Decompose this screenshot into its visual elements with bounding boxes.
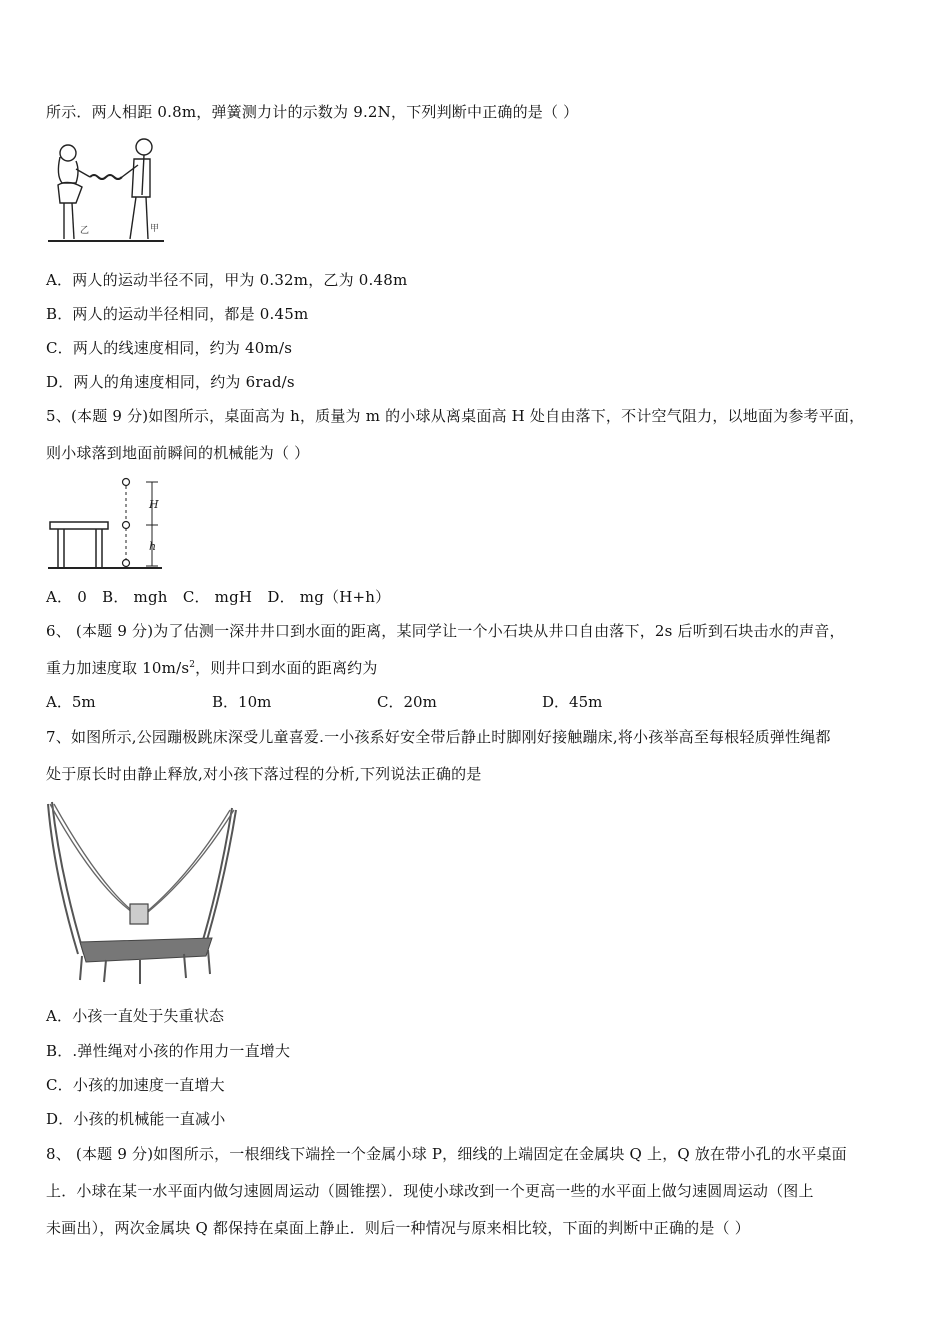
q6-option-d: D．45m (542, 693, 603, 711)
q6-stem-text-tail: ，则井口到水面的距离约为 (195, 659, 378, 677)
q6-option-a: A．5m (46, 693, 96, 711)
q7-option-c: C．小孩的加速度一直增大 (46, 1076, 225, 1094)
q4-option-a: A．两人的运动半径不同，甲为 0.32m，乙为 0.48m (46, 271, 408, 289)
ball-top (123, 479, 130, 486)
q4-option-c: C．两人的线速度相同，约为 40m/s (46, 339, 293, 357)
frame-poles (48, 802, 236, 954)
q5-figure-table (46, 474, 166, 572)
child (130, 904, 148, 924)
q6-option-c: C．20m (377, 693, 437, 711)
trampoline-mat (80, 938, 212, 962)
q4-figure-skaters (46, 135, 168, 247)
q8-stem-line3: 未画出），两次金属块 Q 都保持在桌面上静止．则后一种情况与原来相比较，下面的判断中正确的是（ ） (46, 1219, 750, 1237)
q7-stem-line2: 处于原长时由静止释放,对小孩下落过程的分析,下列说法正确的是 (46, 765, 482, 783)
q7-stem-line1: 7、如图所示,公园蹦极跳床深受儿童喜爱.一小孩系好安全带后静止时脚刚好接触蹦床,将小孩举高至每根轻质弹性绳都 (46, 728, 831, 746)
q4-stem: 所示．两人相距 0.8m，弹簧测力计的示数为 9.2N，下列判断中正确的是（ ） (46, 103, 579, 121)
q8-stem-line2: 上．小球在某一水平面内做匀速圆周运动（圆锥摆）．现使小球改到一个更高一些的水平面上做匀速圆周运动（图上 (46, 1182, 814, 1200)
label-yi: 乙 (80, 226, 90, 236)
q6-superscript: 2 (189, 660, 196, 670)
q7-option-a: A．小孩一直处于失重状态 (46, 1007, 225, 1025)
spring-scale (90, 175, 122, 179)
q4-option-d: D．两人的角速度相同，约为 6rad/s (46, 373, 295, 391)
q6-stem-text: 重力加速度取 10m/s (46, 659, 190, 677)
q8-stem-line1: 8、 (本题 9 分)如图所示，一根细线下端拴一个金属小球 P，细线的上端固定在金属块 Q 上，Q 放在带小孔的水平桌面 (46, 1145, 847, 1163)
person-jia (122, 139, 152, 239)
q5-stem-line2: 则小球落到地面前瞬间的机械能为（ ） (46, 444, 310, 462)
label-H: H (149, 498, 159, 511)
q5-stem-line1: 5、(本题 9 分)如图所示，桌面高为 h，质量为 m 的小球从离桌面高 H 处自由落下，不计空气阻力，以地面为参考平面， (46, 407, 865, 425)
q6-options (46, 692, 602, 712)
q6-stem-line1: 6、 (本题 9 分)为了估测一深井井口到水面的距离，某同学让一个小石块从井口自由落下，2s 后听到石块击水的声音， (46, 622, 845, 640)
ball-bottom (123, 560, 130, 567)
table-top (50, 522, 108, 529)
q6-option-b: B．10m (212, 693, 272, 711)
q5-options: A． 0 B． mgh C． mgH D． mg（H+h） (46, 588, 391, 606)
elastic-cords (50, 804, 234, 914)
q4-option-b: B．两人的运动半径相同，都是 0.45m (46, 305, 309, 323)
q6-stem-line2 (46, 658, 378, 678)
ball-mid (123, 522, 130, 529)
q7-option-b: B．.弹性绳对小孩的作用力一直增大 (46, 1042, 291, 1060)
q7-figure-bungee-trampoline (44, 794, 240, 990)
q7-option-d: D．小孩的机械能一直减小 (46, 1110, 226, 1128)
label-jia: 甲 (150, 224, 160, 234)
label-h: h (149, 540, 157, 553)
person-yi (58, 145, 90, 239)
